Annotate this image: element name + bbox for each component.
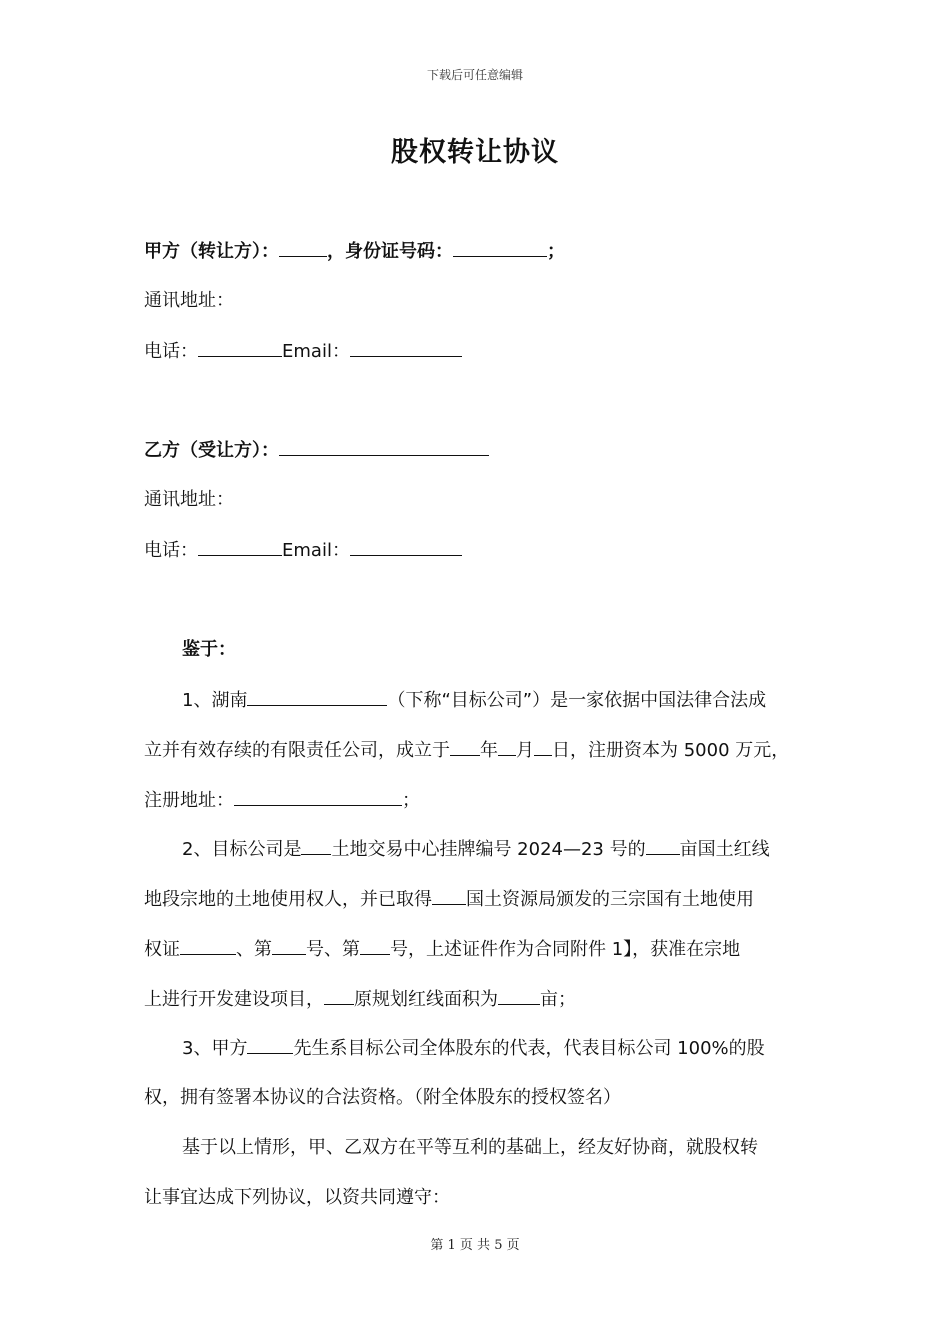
clause-text: ； — [402, 790, 420, 811]
clause-text: 地段宗地的土地使用权人，并已取得 — [144, 889, 432, 910]
party-a-phone-blank — [198, 338, 282, 357]
party-b-label: 乙方（受让方）： — [144, 440, 279, 461]
clause-text: 权证 — [144, 939, 180, 960]
clause-text: 年 — [480, 740, 498, 761]
acre-blank — [646, 836, 680, 855]
party-b-name-blank — [279, 437, 489, 456]
clause-3-line-2: 权，拥有签署本协议的合法资格。（附全体股东的授权签名） — [144, 1087, 621, 1108]
clause-text: 先生系目标公司全体股东的代表，代表目标公司 100%的股 — [293, 1038, 765, 1059]
area-blank — [498, 986, 540, 1005]
clause-text: （下称“目标公司”）是一家依据中国法律合法成 — [387, 690, 767, 711]
party-a-id-blank — [453, 238, 547, 257]
party-b-phone-blank — [198, 537, 282, 556]
clause-text: 号、第 — [306, 939, 360, 960]
cert-no-blank-1 — [272, 936, 306, 955]
clause-text: 上进行开发建设项目， — [144, 989, 324, 1010]
bureau-blank — [432, 886, 466, 905]
cert-no-blank-2 — [360, 936, 390, 955]
clause-text: 3、甲方 — [182, 1038, 248, 1059]
whereas-heading: 鉴于： — [182, 639, 236, 660]
clause-1-line-2 — [144, 737, 789, 764]
party-b-email-label: Email： — [282, 540, 350, 561]
project-blank — [324, 986, 354, 1005]
page-footer: 第 1 页 共 5 页 — [430, 1238, 520, 1253]
party-a-name-blank — [279, 238, 327, 257]
cert-blank — [180, 936, 236, 955]
party-a-address: 通讯地址： — [144, 290, 234, 311]
party-a-phone-label: 电话： — [144, 341, 198, 362]
clause-2-line-2 — [144, 886, 754, 913]
clause-3-line-1 — [182, 1035, 765, 1062]
month-blank — [498, 737, 516, 756]
party-b-line — [144, 437, 489, 464]
party-a-label: 甲方（转让方）： — [144, 241, 279, 262]
company-name-blank — [247, 687, 387, 706]
party-a-email-blank — [350, 338, 462, 357]
clause-text: 、第 — [236, 939, 272, 960]
clause-text: 号，上述证件作为合同附件 1】，获准在宗地 — [390, 939, 741, 960]
clause-text: 月 — [516, 740, 534, 761]
clause-text: 2、目标公司是 — [182, 839, 302, 860]
closing-line-1: 基于以上情形，甲、乙双方在平等互利的基础上，经友好协商，就股权转 — [182, 1137, 758, 1158]
clause-text: 亩国土红线 — [679, 839, 770, 860]
representative-blank — [247, 1035, 293, 1054]
clause-2-line-3 — [144, 936, 740, 963]
clause-text: 1、湖南 — [182, 690, 248, 711]
clause-2-line-1 — [182, 836, 770, 863]
party-b-contact-line — [144, 537, 462, 564]
party-b-email-blank — [350, 537, 462, 556]
clause-text: 土地交易中心挂牌编号 2024—23 号的 — [331, 839, 646, 860]
reg-address-blank — [234, 787, 402, 806]
land-center-blank — [301, 836, 331, 855]
document-title: 股权转让协议 — [391, 137, 559, 168]
clause-text: 原规划红线面积为 — [354, 989, 498, 1010]
year-blank — [450, 737, 480, 756]
party-b-phone-label: 电话： — [144, 540, 198, 561]
header-note: 下载后可任意编辑 — [426, 68, 523, 82]
party-a-line — [144, 238, 565, 265]
closing-line-2: 让事宜达成下列协议，以资共同遵守： — [144, 1187, 450, 1208]
clause-1-line-1 — [182, 687, 766, 714]
day-blank — [534, 737, 552, 756]
clause-text: 日，注册资本为 5000 万元， — [552, 740, 790, 761]
party-a-email-label: Email： — [282, 341, 350, 362]
party-a-end: ； — [547, 241, 565, 262]
clause-text: 亩； — [540, 989, 576, 1010]
clause-text: 立并有效存续的有限责任公司，成立于 — [144, 740, 450, 761]
clause-text: 注册地址： — [144, 790, 234, 811]
clause-2-line-4 — [144, 986, 576, 1013]
clause-text: 国土资源局颁发的三宗国有土地使用 — [466, 889, 754, 910]
party-a-contact-line — [144, 338, 462, 365]
party-a-id-label: ，身份证号码： — [327, 241, 453, 262]
party-b-address: 通讯地址： — [144, 489, 234, 510]
clause-1-line-3 — [144, 787, 420, 814]
